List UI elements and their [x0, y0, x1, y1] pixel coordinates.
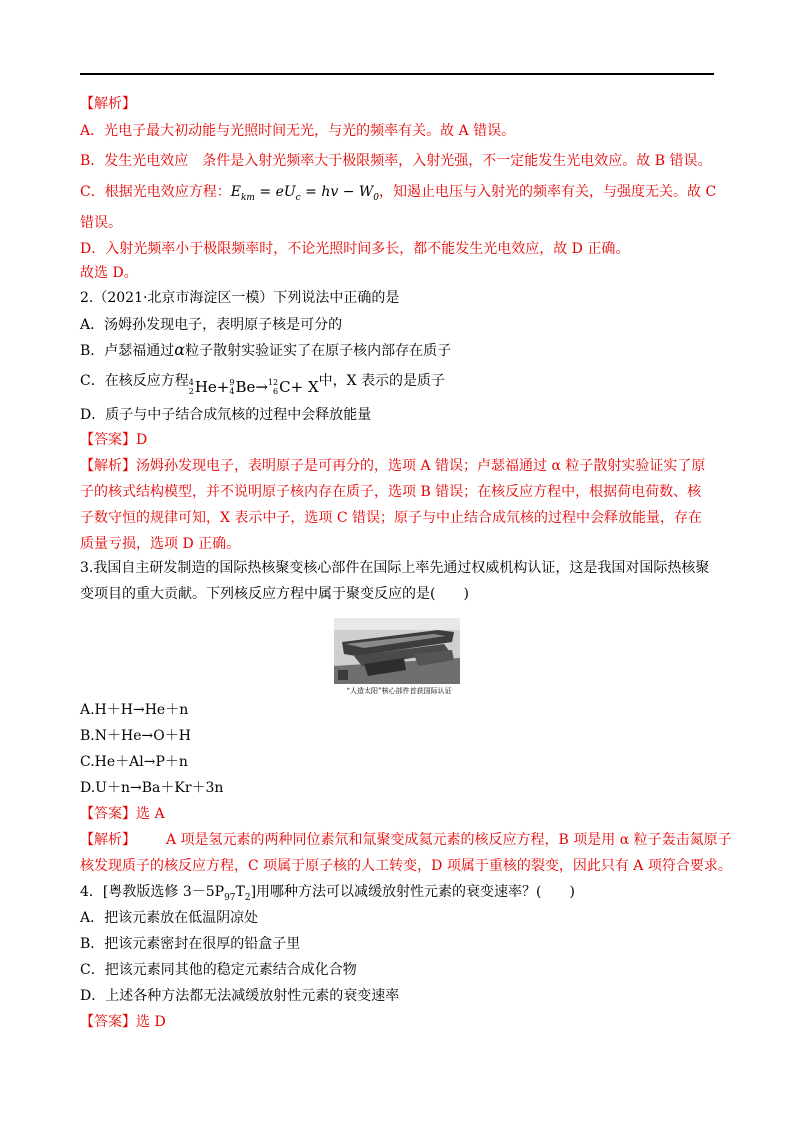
q4-answer: 【答案】选 D [80, 1014, 166, 1030]
q3-analysis-line-1: 【解析】 A 项是氢元素的两种同位素氘和氚聚变成氦元素的核反应方程，B 项是用 α 粒子轰击氮原子 [80, 832, 732, 848]
q3-stem-line-1: 3.我国自主研发制造的国际热核聚变核心部件在国际上率先通过权威机构认证，这是我国对国际热核聚 [80, 560, 710, 576]
q3-answer: 【答案】选 A [80, 806, 165, 822]
analysis-option-b: B．发生光电效应 条件是入射光频率大于极限频率，入射光强，不一定能发生光电效应。故 B 错误。 [80, 153, 712, 169]
q4-option-c: C．把该元素同其他的稳定元素结合成化合物 [80, 962, 357, 978]
analysis-conclusion: 故选 D。 [80, 265, 138, 281]
q3-stem-line-2: 变项目的重大贡献。下列核反应方程中属于聚变反应的是( ) [80, 586, 469, 602]
q3-option-a: A.H＋H→He＋n [80, 702, 189, 718]
analysis-option-d: D．入射光频率小于极限频率时，不论光照时间多长，都不能发生光电效应，故 D 正确。 [80, 241, 630, 257]
q4-option-b: B．把该元素密封在很厚的铅盒子里 [80, 936, 301, 952]
q2-analysis-line-4: 质量亏损，选项 D 正确。 [80, 536, 241, 552]
analysis-option-a: A．光电子最大初动能与光照时间无光，与光的频率有关。故 A 错误。 [80, 123, 516, 139]
analysis-header: 【解析】 [80, 96, 136, 112]
q2-analysis-line-3: 子数守恒的规律可知，X 表示中子，选项 C 错误；原子与中止结合成氘核的过程中会释放能量，存在 [80, 510, 703, 526]
fusion-component-image [334, 618, 460, 684]
q2-option-c: C．在核反应方程 4 2 He + 9 4 Be → 12 6 C + X 中，X 表示的是质子 [80, 373, 446, 396]
q2-analysis-line-2: 子的核式结构模型，并不说明原子核内存在质子，选项 B 错误；在核反应方程中，根据荷电荷数、核 [80, 484, 702, 500]
header-rule [80, 73, 714, 75]
q4-option-d: D．上述各种方法都无法减缓放射性元素的衰变速率 [80, 988, 400, 1004]
q2-option-d: D．质子与中子结合成氘核的过程中会释放能量 [80, 407, 372, 423]
nuclear-equation: 4 2 He + 9 4 Be → 12 6 C + X [188, 378, 319, 396]
analysis-option-c-continuation: 错误。 [80, 215, 122, 231]
analysis-option-c-suffix: ，知遏止电压与入射光的频率有关，与强度无关。故 C [379, 184, 717, 200]
q3-option-d: D.U＋n→Ba＋Kr＋3n [80, 780, 224, 796]
q4-option-a: A．把该元素放在低温阴凉处 [80, 910, 259, 926]
q2-answer: 【答案】D [80, 432, 148, 448]
q2-option-a: A．汤姆孙发现电子，表明原子核是可分的 [80, 317, 343, 333]
q3-analysis-line-2: 核发现质子的核反应方程，C 项属于原子核的人工转变，D 项属于重核的裂变，因此只有 A 项符合要求。 [80, 858, 732, 874]
photoelectric-equation: $E_{km} = eU_c$ = hv − $W_0$ [230, 184, 380, 203]
q4-stem: 4．[粤教版选修 $3-5P_{97}T_2$]用哪种方法可以减缓放射性元素的衰变速率？( ) [80, 884, 575, 903]
q2-option-b: B．卢瑟福通过α粒子散射实验证实了在原子核内部存在质子 [80, 340, 452, 359]
q3-option-b: B.N＋He→O＋H [80, 728, 191, 744]
alpha-symbol: α [174, 340, 186, 359]
q3-option-c: C.He＋Al→P＋n [80, 754, 188, 770]
q2-stem: 2.（2021·北京市海淀区一模）下列说法中正确的是 [80, 290, 400, 306]
fusion-component-photo [334, 618, 460, 684]
analysis-option-c-prefix: C．根据光电效应方程： [80, 184, 231, 200]
photo-caption: “人造太阳”核心部件首获国际认证 [346, 687, 452, 695]
analysis-option-c [80, 182, 716, 208]
q2-analysis-line-1: 【解析】汤姆孙发现电子，表明原子是可再分的，选项 A 错误；卢瑟福通过 α 粒子散射实验证实了原 [80, 458, 706, 474]
